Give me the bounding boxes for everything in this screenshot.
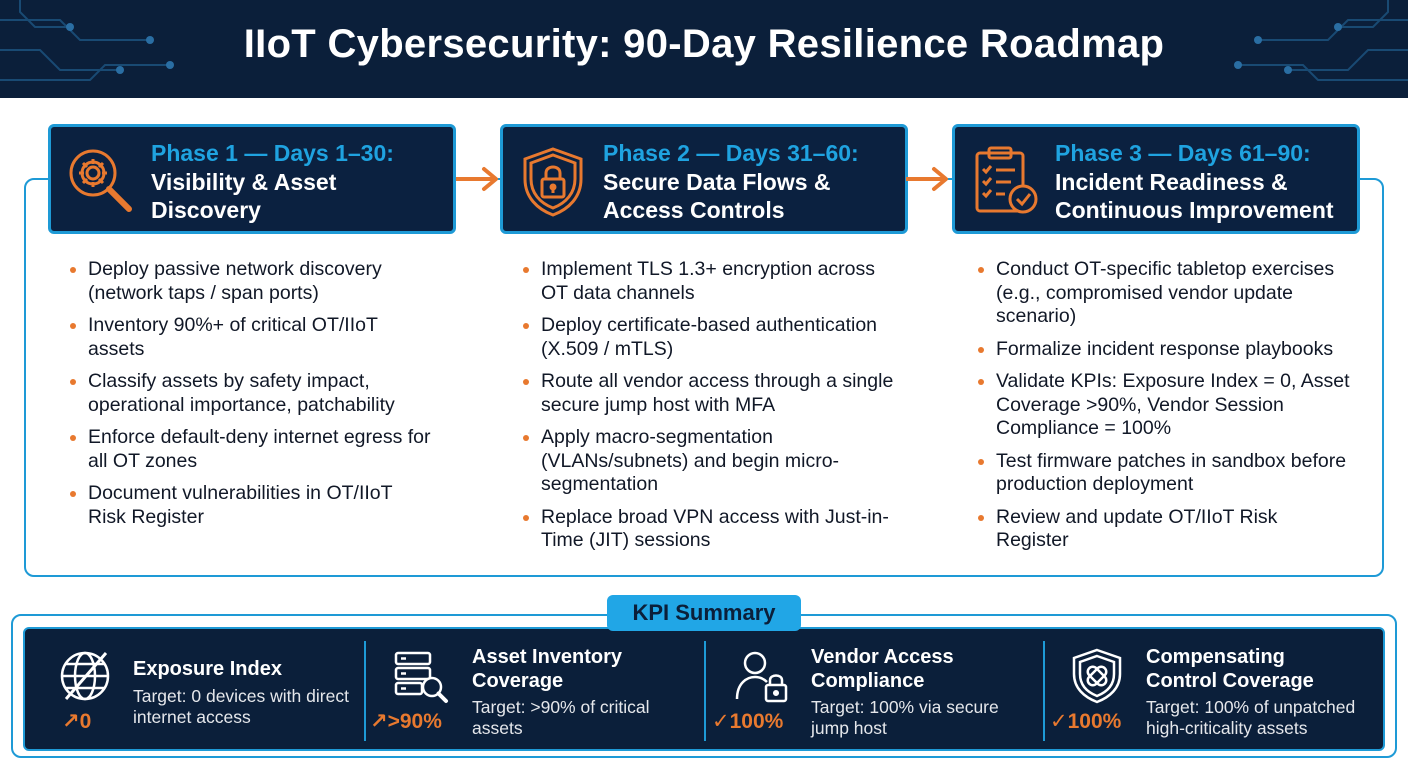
kpi-value-vendor: ✓100% <box>712 710 784 733</box>
kpi-description-asset: Target: >90% of critical assets <box>472 697 650 738</box>
list-item: Enforce default-deny internet egress for all OT zones <box>68 426 448 473</box>
phase-3-task-list <box>976 258 1366 562</box>
clipboard-check-icon <box>967 143 1043 219</box>
phase-2-subtitle: Secure Data Flows & Access Controls <box>603 169 831 223</box>
magnifier-gear-icon <box>63 143 139 219</box>
kpi-title-vendor: Vendor Access Compliance <box>811 646 954 692</box>
kpi-summary-label: KPI Summary <box>607 595 801 631</box>
list-item: Validate KPIs: Exposure Index = 0, Asset Coverage >90%, Vendor Session Compliance = 100% <box>976 370 1366 441</box>
list-item: Apply macro-segmentation (VLANs/subnets) and begin micro-segmentation <box>521 426 905 497</box>
phase-1-card <box>48 124 456 234</box>
kpi-value-asset: ↗>90% <box>370 710 442 733</box>
arrow-right-icon <box>456 164 502 194</box>
kpi-title-compensating: Compensating Control Coverage <box>1146 646 1314 692</box>
header-banner <box>0 0 1408 98</box>
arrow-right-icon <box>906 164 952 194</box>
shield-lock-icon <box>515 143 591 219</box>
list-item: Inventory 90%+ of critical OT/IIoT assets <box>68 314 448 361</box>
kpi-divider <box>704 641 706 741</box>
list-item: Review and update OT/IIoT Risk Register <box>976 506 1366 553</box>
server-search-icon <box>392 647 450 705</box>
kpi-value-compensating: ✓100% <box>1050 710 1122 733</box>
phase-3-title: Phase 3 — Days 61–90: <box>1055 140 1311 166</box>
kpi-description-exposure: Target: 0 devices with direct internet access <box>133 686 349 727</box>
check-icon: ✓ <box>712 710 730 733</box>
shield-patch-icon <box>1068 647 1126 705</box>
globe-slash-icon <box>56 647 114 705</box>
user-lock-icon <box>733 647 791 705</box>
kpi-description-compensating: Target: 100% of unpatched high-criticality assets <box>1146 697 1356 738</box>
kpi-value-exposure: ↗0 <box>62 710 92 733</box>
trend-arrow-icon: ↗ <box>370 710 388 733</box>
list-item: Conduct OT-specific tabletop exercises (e.g., compromised vendor update scenario) <box>976 258 1366 329</box>
list-item: Test firmware patches in sandbox before production deployment <box>976 450 1366 497</box>
kpi-description-vendor: Target: 100% via secure jump host <box>811 697 999 738</box>
list-item: Document vulnerabilities in OT/IIoT Risk Register <box>68 482 448 529</box>
phase-2-task-list <box>521 258 905 562</box>
kpi-title-exposure: Exposure Index <box>133 658 282 680</box>
phase-1-subtitle: Visibility & Asset Discovery <box>151 169 337 223</box>
phase-3-subtitle: Incident Readiness & Continuous Improvement <box>1055 169 1334 223</box>
phase-1-title: Phase 1 — Days 1–30: <box>151 140 394 166</box>
kpi-divider <box>1043 641 1045 741</box>
check-icon: ✓ <box>1050 710 1068 733</box>
page-title: IIoT Cybersecurity: 90-Day Resilience Roadmap <box>243 22 1165 66</box>
list-item: Implement TLS 1.3+ encryption across OT data channels <box>521 258 905 305</box>
kpi-divider <box>364 641 366 741</box>
list-item: Replace broad VPN access with Just-in-Time (JIT) sessions <box>521 506 905 553</box>
list-item: Formalize incident response playbooks <box>976 338 1366 362</box>
phase-2-title: Phase 2 — Days 31–60: <box>603 140 859 166</box>
kpi-title-asset: Asset Inventory Coverage <box>472 646 623 692</box>
trend-arrow-icon: ↗ <box>62 710 80 733</box>
list-item: Classify assets by safety impact, operational importance, patchability <box>68 370 448 417</box>
phase-2-card <box>500 124 908 234</box>
phase-3-card <box>952 124 1360 234</box>
list-item: Deploy certificate-based authentication (X.509 / mTLS) <box>521 314 905 361</box>
list-item: Route all vendor access through a single secure jump host with MFA <box>521 370 905 417</box>
list-item: Deploy passive network discovery (network taps / span ports) <box>68 258 448 305</box>
phase-1-task-list <box>68 258 448 538</box>
